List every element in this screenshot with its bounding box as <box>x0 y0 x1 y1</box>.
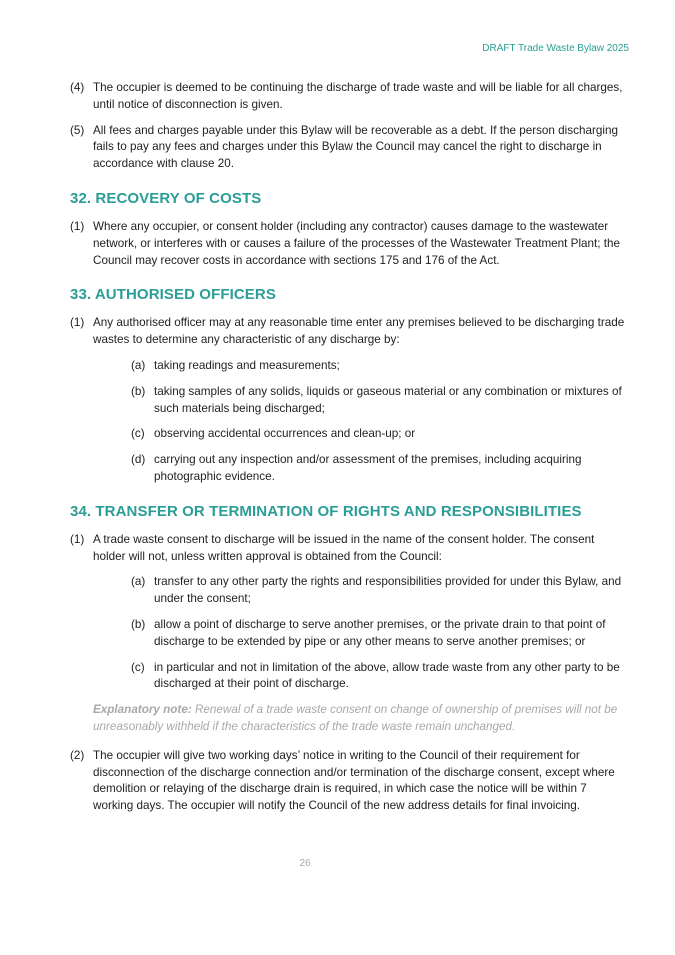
sub-item-text: taking readings and measurements; <box>154 358 340 372</box>
clause-number: (1) <box>70 316 85 330</box>
sub-item-letter: (b) <box>131 384 146 398</box>
clause-4 <box>70 80 630 114</box>
explanatory-note-text: Renewal of a trade waste consent on change of ownership of premises will not be unreasonably withheld if the characteristics of the trade waste remain unchanged. <box>93 703 618 733</box>
sub-item-letter: (a) <box>131 358 146 372</box>
document-body <box>70 80 630 824</box>
section-heading-32: 32. RECOVERY OF COSTS <box>70 189 262 207</box>
sub-item-letter: (a) <box>131 575 146 589</box>
sub-item-letter: (d) <box>131 453 146 467</box>
sub-item-letter: (b) <box>131 617 146 631</box>
sub-item-34-b <box>70 617 630 651</box>
section-heading-33: 33. AUTHORISED OFFICERS <box>70 286 276 304</box>
sub-item-33-b <box>70 384 630 418</box>
clause-number: (4) <box>70 81 85 94</box>
clause-text: All fees and charges payable under this Bylaw will be recoverable as a debt. If the person discharging fails to pay any fees and charges under this Bylaw the Council may cancel the right to discharge in accordance with clause 20. <box>93 123 618 171</box>
document-header: DRAFT Trade Waste Bylaw 2025 <box>482 43 629 54</box>
page-number: 26 <box>299 858 311 869</box>
clause-32-1 <box>70 219 630 269</box>
clause-number: (2) <box>70 748 85 762</box>
clause-number: (1) <box>70 532 85 546</box>
clause-5 <box>70 123 630 173</box>
clause-34-1 <box>70 532 630 566</box>
clause-text: The occupier will give two working days’ notice in writing to the Council of their requirement for disconnection of the discharge connection and/or termination of the discharge consent, except where demolition or relaying of the discharge drain is required, in which case the notice will be within 7 working days. The occupier will notify the Council of the new address details for final invoicing. <box>93 748 615 813</box>
sub-item-letter: (c) <box>131 660 145 674</box>
sub-item-34-c <box>70 660 630 694</box>
clause-text: Any authorised officer may at any reasonable time enter any premises believed to be discharging trade wastes to determine any characteristic of any discharge by: <box>93 316 625 347</box>
explanatory-note-label: Explanatory note: <box>93 703 192 717</box>
sub-item-33-a <box>70 358 630 375</box>
sub-item-text: allow a point of discharge to serve another premises, or the private drain to that point of discharge to be extended by pipe or any other means to serve another premises; or <box>154 617 606 648</box>
clause-text: Where any occupier, or consent holder (including any contractor) causes damage to the wastewater network, or interferes with or causes a failure of the processes of the Wastewater Treatment Plant; the Council may recover costs in accordance with sections 175 and 176 of the Act. <box>93 219 621 267</box>
section-heading-34: 34. TRANSFER OR TERMINATION OF RIGHTS AND RESPONSIBILITIES <box>70 502 582 520</box>
sub-item-33-c <box>70 426 630 443</box>
sub-item-34-a <box>70 574 630 608</box>
clause-33-1 <box>70 315 630 349</box>
clause-number: (5) <box>70 123 85 137</box>
clause-text: A trade waste consent to discharge will be issued in the name of the consent holder. The consent holder will not, unless written approval is obtained from the Council: <box>93 532 595 563</box>
sub-item-text: observing accidental occurrences and clean-up; or <box>154 427 416 441</box>
sub-item-text: in particular and not in limitation of the above, allow trade waste from any other party to be discharged at their point of discharge. <box>154 660 620 691</box>
sub-item-letter: (c) <box>131 427 145 441</box>
sub-item-33-d <box>70 452 630 486</box>
explanatory-note <box>70 702 630 736</box>
clause-34-2 <box>70 748 630 815</box>
sub-item-text: taking samples of any solids, liquids or gaseous material or any combination or mixtures of such materials being discharged; <box>154 384 622 415</box>
sub-item-text: transfer to any other party the rights and responsibilities provided for under this Bylaw, and under the consent; <box>154 575 622 606</box>
sub-item-text: carrying out any inspection and/or assessment of the premises, including acquiring photographic evidence. <box>154 453 582 483</box>
clause-number: (1) <box>70 219 85 233</box>
clause-text: The occupier is deemed to be continuing the discharge of trade waste and will be liable for all charges, until notice of disconnection is given. <box>93 81 623 111</box>
